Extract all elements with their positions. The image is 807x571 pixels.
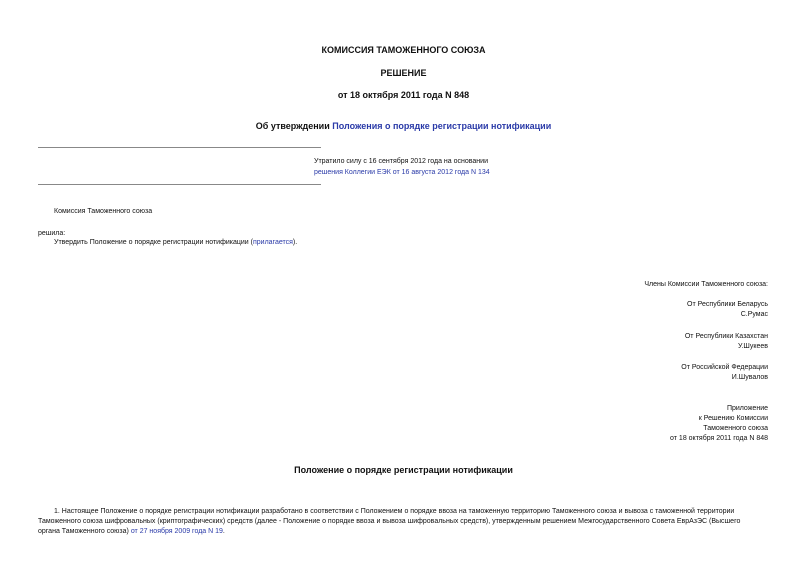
signature-name: С.Румас: [740, 311, 768, 318]
decided-text: решила:: [38, 230, 66, 237]
title-prefix: Об утверждении: [255, 121, 330, 131]
signature-country: От Республики Казахстан: [684, 333, 768, 340]
decision-paragraph: [54, 239, 297, 246]
divider-bottom: [38, 184, 321, 185]
appendix-date: от 18 октября 2011 года N 848: [670, 435, 768, 442]
paragraph-line: 1. Настоящее Положение о порядке регистрации нотификации разработано в соответствии с Положением о порядке ввоза на таможенную территорию Таможенного союза и вывоза с таможенной территории: [54, 508, 735, 515]
signature-country: От Республики Беларусь: [687, 301, 768, 308]
document-title: [0, 121, 807, 131]
paragraph-end: .: [222, 528, 225, 535]
appendix-label: Приложение: [726, 405, 768, 412]
signature-name: У.Шукеев: [737, 343, 768, 350]
regulation-title: Положение о порядке регистрации нотификации: [294, 465, 513, 475]
document-date-number: от 18 октября 2011 года N 848: [337, 90, 470, 100]
decision-appendix-link[interactable]: прилагается: [252, 239, 293, 246]
signature-country: От Российской Федерации: [681, 364, 768, 371]
signatures-heading: Члены Комиссии Таможенного союза:: [644, 281, 768, 288]
signature-name: И.Шувалов: [731, 374, 768, 381]
paragraph-text: органа Таможенного союза): [38, 528, 129, 535]
paragraph-line: [38, 528, 225, 535]
appendix-ref: к Решению Комиссии: [698, 415, 768, 422]
status-line: Утратило силу с 16 сентября 2012 года на основании: [314, 158, 488, 165]
organization-heading: КОМИССИЯ ТАМОЖЕННОГО СОЮЗА: [321, 45, 486, 55]
status-decision-link[interactable]: решения Коллегии ЕЭК от 16 августа 2012 года N 134: [314, 169, 490, 176]
appendix-ref: Таможенного союза: [703, 425, 768, 432]
divider-top: [38, 147, 321, 148]
council-decision-link[interactable]: от 27 ноября 2009 года N 19: [130, 528, 223, 535]
document-type: РЕШЕНИЕ: [380, 68, 427, 78]
paragraph-line: Таможенного союза шифровальных (криптографических) средств (далее - Положение о порядке ввоза и вывоза шифровальных средств), утвержденным решением Межгосударственного Совета ЕврАзЭС (Высшего: [38, 518, 741, 525]
issuer-text: Комиссия Таможенного союза: [54, 208, 153, 215]
decision-end: ).: [292, 239, 298, 246]
title-link[interactable]: Положения о порядке регистрации нотификации: [332, 121, 552, 131]
decision-text: Утвердить Положение о порядке регистрации нотификации (: [54, 239, 253, 246]
